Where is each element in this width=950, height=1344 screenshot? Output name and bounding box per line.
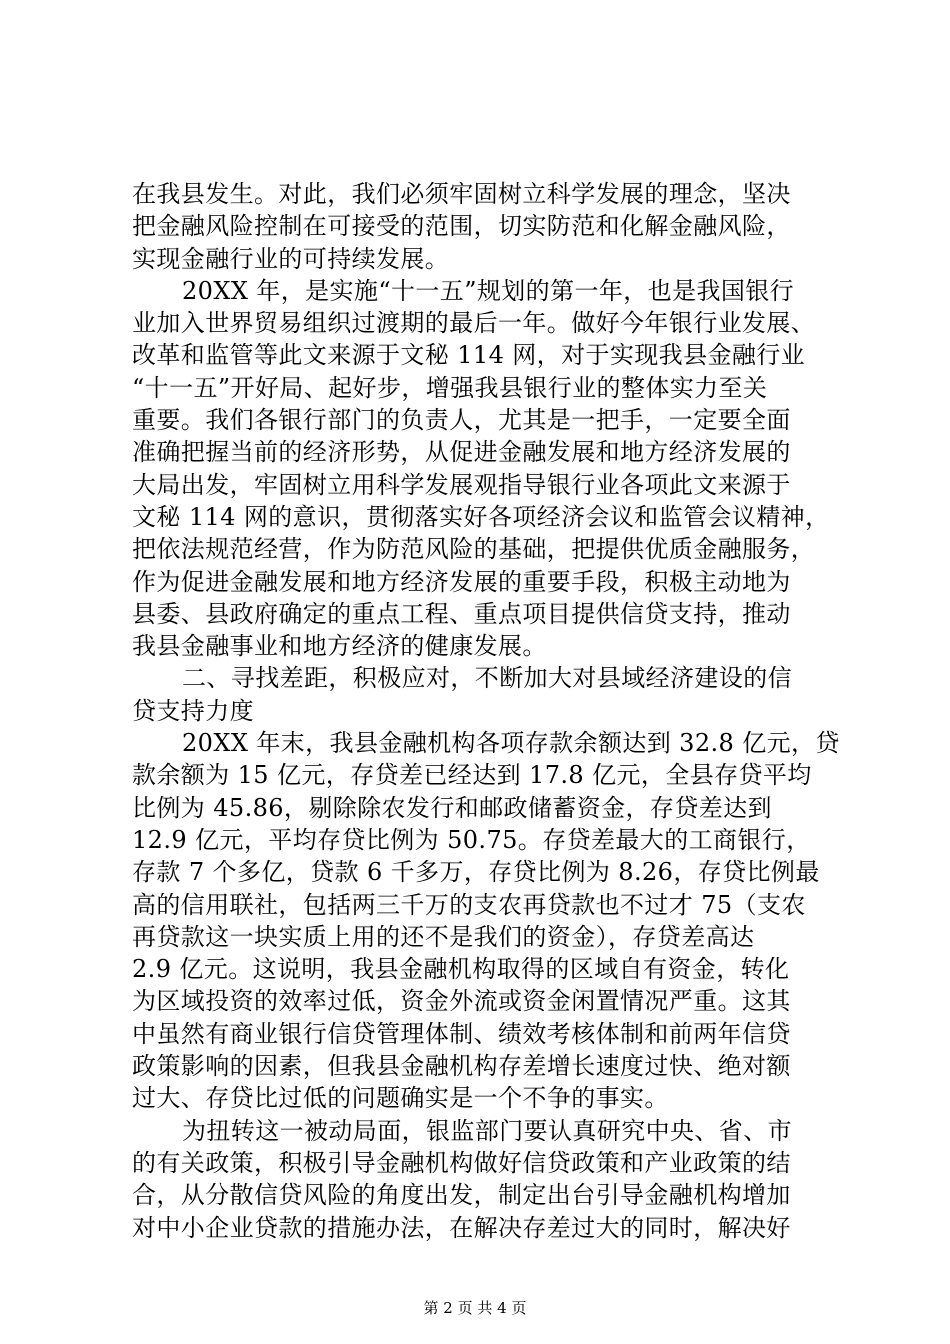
text-line: 的有关政策，积极引导金融机构做好信贷政策和产业政策的结 <box>132 1148 791 1177</box>
text-line: 实现金融行业的可持续发展。 <box>132 244 450 273</box>
text-line: 文秘 114 网的意识，贯彻落实好各项经济会议和监管会议精神， <box>132 502 830 531</box>
text-line: 款余额为 15 亿元，存贷差已经达到 17.8 亿元，全县存贷平均 <box>132 761 812 790</box>
document-body <box>132 178 840 1244</box>
text-line: 重要。我们各银行部门的负责人，尤其是一把手，一定要全面 <box>132 406 791 435</box>
text-line: 合，从分散信贷风险的角度出发，制定出台引导金融机构增加 <box>132 1181 791 1210</box>
text-line: 过大、存贷比过低的问题确实是一个不争的事实。 <box>132 1084 669 1113</box>
page-number-footer: 第 2 页 共 4 页 <box>423 1299 527 1317</box>
paragraph-start-line: 20XX 年末，我县金融机构各项存款余额达到 32.8 亿元，贷 <box>182 729 840 758</box>
text-line: 再贷款这一块实质上用的还不是我们的资金），存贷差高达 <box>132 922 755 951</box>
text-line: “十一五”开好局、起好步，增强我县银行业的整体实力至关 <box>132 373 768 402</box>
text-line: 在我县发生。对此，我们必须牢固树立科学发展的理念，坚决 <box>132 180 791 208</box>
text-line: 业加入世界贸易组织过渡期的最后一年。做好今年银行业发展、 <box>132 309 816 338</box>
paragraph-start-line: 为扭转这一被动局面，银监部门要认真研究中央、省、市 <box>182 1116 792 1145</box>
text-line: 2.9 亿元。这说明，我县金融机构取得的区域自有资金，转化 <box>132 955 790 984</box>
section-heading-line: 贷支持力度 <box>132 696 254 725</box>
text-line: 高的信用联社，包括两三千万的支农再贷款也不过才 75（支农 <box>132 890 806 919</box>
text-line: 把金融风险控制在可接受的范围，切实防范和化解金融风险， <box>132 212 791 241</box>
text-line: 比例为 45.86，剔除除农发行和邮政储蓄资金，存贷差达到 <box>132 793 772 822</box>
text-line: 改革和监管等此文来源于文秘 114 网，对于实现我县金融行业 <box>132 341 806 370</box>
text-line: 12.9 亿元，平均存贷比例为 50.75。存贷差最大的工商银行， <box>132 825 811 854</box>
text-line: 作为促进金融发展和地方经济发展的重要手段，积极主动地为 <box>132 567 791 596</box>
text-line: 我县金融事业和地方经济的健康发展。 <box>132 632 547 661</box>
text-line: 县委、县政府确定的重点工程、重点项目提供信贷支持，推动 <box>132 599 791 628</box>
text-line: 为区域投资的效率过低，资金外流或资金闲置情况严重。这其 <box>132 987 791 1016</box>
text-line: 准确把握当前的经济形势，从促进金融发展和地方经济发展的 <box>132 438 791 467</box>
text-line: 大局出发，牢固树立用科学发展观指导银行业各项此文来源于 <box>132 470 791 499</box>
paragraph-start-line: 20XX 年，是实施“十一五”规划的第一年，也是我国银行 <box>182 276 795 305</box>
text-line: 中虽然有商业银行信贷管理体制、绩效考核体制和前两年信贷 <box>132 1019 791 1048</box>
text-line: 把依法规范经营，作为防范风险的基础，把提供优质金融服务， <box>132 535 816 564</box>
section-heading-line: 二、寻找差距，积极应对，不断加大对县域经济建设的信 <box>182 664 792 693</box>
text-line: 政策影响的因素，但我县金融机构存差增长速度过快、绝对额 <box>132 1052 791 1081</box>
text-line: 对中小企业贷款的措施办法，在解决存差过大的同时，解决好 <box>132 1213 791 1242</box>
text-line: 存款 7 个多亿，贷款 6 千多万，存贷比例为 8.26，存贷比例最 <box>132 858 820 887</box>
